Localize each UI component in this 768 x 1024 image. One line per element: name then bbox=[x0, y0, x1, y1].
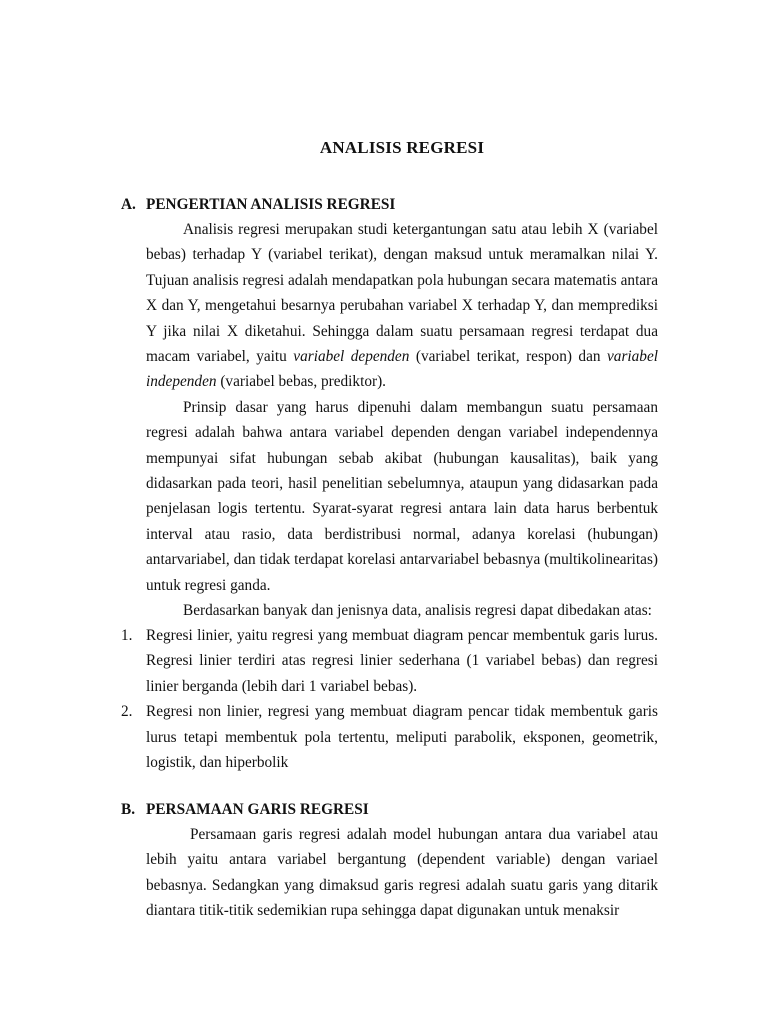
section-b-heading bbox=[121, 801, 369, 819]
section-b-body bbox=[146, 822, 658, 924]
section-a-body bbox=[146, 217, 658, 624]
italic-term-independent: variabel independen bbox=[146, 348, 658, 391]
list-item-text: Regresi non linier, regresi yang membuat diagram pencar tidak membentuk garis lurus tetapi membentuk pola tertentu, meliputi parabolik, eksponen, geometrik, logistik, dan hiperbolik bbox=[146, 703, 658, 772]
italic-term-dependent: variabel dependen bbox=[293, 348, 410, 366]
paragraph-text: (variabel bebas, prediktor). bbox=[216, 373, 386, 391]
list-item bbox=[121, 623, 658, 699]
section-a-letter: A. bbox=[121, 196, 136, 213]
section-a-heading bbox=[121, 196, 395, 214]
list-item bbox=[121, 699, 658, 775]
regression-types-list bbox=[121, 623, 658, 775]
list-item-number: 2. bbox=[121, 703, 133, 721]
paragraph-regression-line: Persamaan garis regresi adalah model hubungan antara dua variabel atau lebih yaitu antara variabel bergantung (dependent variable) dengan variael bebasnya. Sedangkan yang dimaksud garis regresi adalah suatu garis yang ditarik diantara titik-titik sedemikian rupa sehingga dapat digunakan untuk menaksir bbox=[146, 826, 658, 920]
paragraph-types-intro: Berdasarkan banyak dan jenisnya data, analisis regresi dapat dibedakan atas: bbox=[183, 602, 652, 620]
paragraph-text: Analisis regresi merupakan studi ketergantungan satu atau lebih X (variabel bebas) terhadap Y (variabel terikat), dengan maksud untuk meramalkan nilai Y. Tujuan analisis regresi adalah mendapatkan pola hubungan secara matematis antara X dan Y, mengetahui besarnya perubahan variabel X terhadap Y, dan memprediksi Y jika nilai X diketahui. Sehingga dalam suatu persamaan regresi terdapat dua macam variabel, yaitu bbox=[146, 221, 658, 366]
document-title: ANALISIS REGRESI bbox=[319, 138, 485, 157]
section-a-title: PENGERTIAN ANALISIS REGRESI bbox=[146, 196, 396, 213]
paragraph-text: (variabel terikat, respon) dan bbox=[409, 348, 608, 366]
list-item-number: 1. bbox=[121, 627, 133, 644]
list-item-text: Regresi linier, yaitu regresi yang membuat diagram pencar membentuk garis lurus. Regresi linier terdiri atas regresi linier sederhana (1 variabel bebas) dan regresi linier berganda (lebih dari 1 variabel bebas). bbox=[146, 627, 658, 695]
section-b-letter: B. bbox=[121, 801, 136, 818]
section-b-title: PERSAMAAN GARIS REGRESI bbox=[146, 801, 369, 818]
paragraph-definition bbox=[146, 217, 658, 395]
paragraph-principle: Prinsip dasar yang harus dipenuhi dalam membangun suatu persamaan regresi adalah bahwa antara variabel dependen dengan variabel independennya mempunyai sifat hubungan sebab akibat (hubungan kausalitas), baik yang didasarkan pada teori, hasil penelitian sebelumnya, ataupun yang didasarkan pada penjelasan logis tertentu. Syarat-syarat regresi antara lain data harus berbentuk interval atau rasio, data berdistribusi normal, adanya korelasi (hubungan) antarvariabel, dan tidak terdapat korelasi antarvariabel bebasnya (multikolinearitas) untuk regresi ganda. bbox=[146, 398, 658, 594]
